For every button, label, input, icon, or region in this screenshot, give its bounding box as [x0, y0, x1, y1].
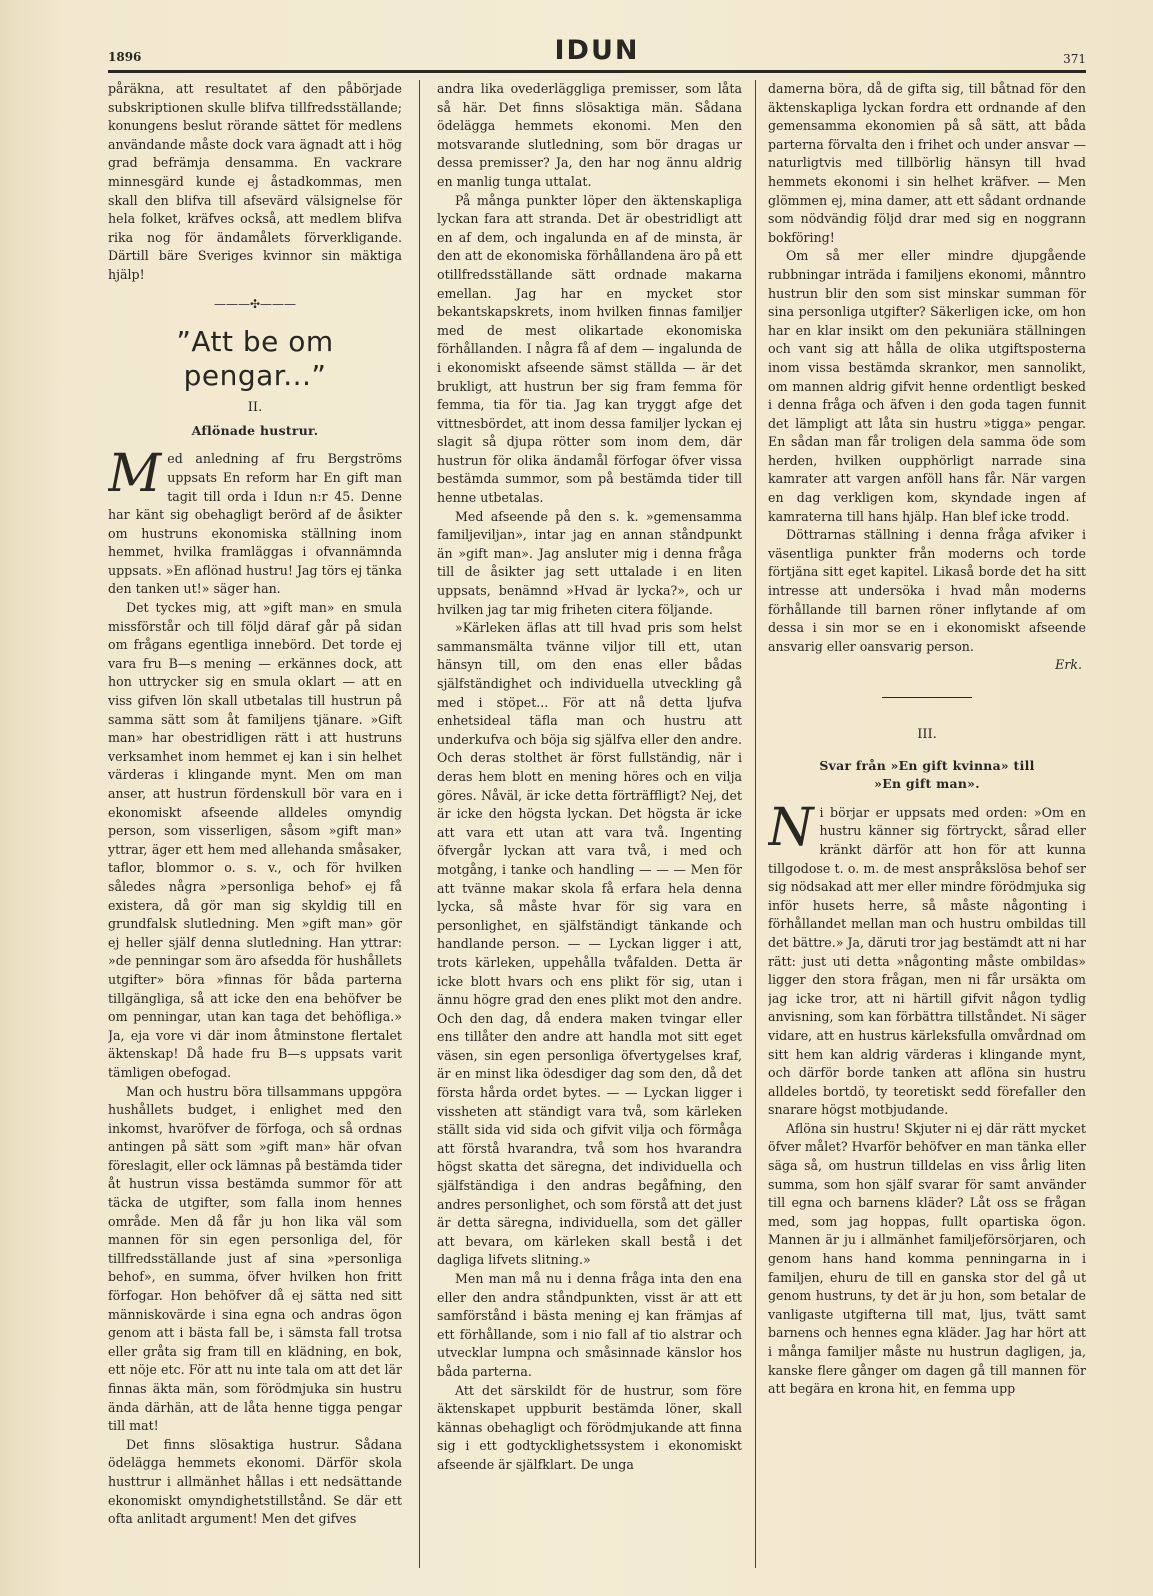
paragraph: Det tyckes mig, att »gift man» en smula missförstår och till följd däraf går på sidan om frågans egentliga innebörd. Det torde ej vara fru B—s mening — erkännes dock, att hon uttrycker sig en smula oklart — att en viss gifven lön skall utbetalas till hustrun på samma sätt som åt familjens tjänare. »Gift man» har obestridligen rätt i att hustruns verksamhet inom hemmet ej kan i sin helhet värderas i klingande mynt. Men om man anser, att hustrun fördenskull bör vara en i ekonomiskt afseende alldeles omyndig person, som visserligen, såsom »gift man» yttrar, äger ett hem med allehanda småsaker, taflor, blommor o. s. v., och för hvilken således några »personliga behof» ej få existera, då gör man sig skyldig till en grundfalsk slutledning. Men »gift man» gör ej heller själf denna slutledning. Han yttrar: »de penningar som äro afsedda för hushållets utgifter» böra »finnas för båda parterna tillgängliga, så att icke den ena behöfver be om penningar, utan kan taga det behöfliga.» Ja, eja vore vi där inom åtminstone flertalet äktenskap! Då hade fru B—s uppsats varit tämligen obefogad.: [108, 600, 402, 1080]
header-year: 1896: [108, 50, 142, 64]
paragraph: »Kärleken äflas att till hvad pris som helst sammansmälta tvänne viljor till ett, utan hänsyn till, om den enas eller bådas själfständighet och individuella utveckling gå med i stöpet... För att nå detta ljufva enhetsideal täfla man och hustru att underkufva och böja sig själfva eller den andre. Och deras stolthet är först fullständig, när i deras hem blott en mening höres och en vilja göres. Nåväl, är icke detta förträffligt? Nej, det är icke den högsta lyckan. Det högsta är icke att vara ett utan att vara två. Ingenting öfvergår lyckan att vara två, i med och motgång, i tanke och handling — — — Men för att tvänne makar skola få erfara hela denna lycka, så måste hvar för sig vara en personlighet, en själfständigt tänkande och handlande person. — — Lyckan ligger i att, trots kärleken, uppehålla tvåfalden. Detta är icke blott hvars och ens plikt för sig, utan i ännu högre grad den enes plikt mot den andre. Och den dag, då endera maken tvingar eller ens tillåter den andre att handla mot sitt eget väsen, sin egen personliga öfvertygelses kraf, är en minst lika ödesdiger dag som den, då det första hårda ordet bytes. — — Lyckan ligger i vissheten att ständigt vara två, som kärleken ställt sida vid sida och gifvit vilja och förmåga att förstå hvarandra, två som hos hvarandra högst skatta det säregna, det individuella och själfständiga i den andras begåfning, den andres personlighet, och som förstå att det just är detta säregna, individuella, som det gäller att bevara, om kärleken skall bestå i det dagliga lifvets slitning.»: [437, 620, 742, 1268]
author-signature: Erk.: [1055, 657, 1082, 673]
paragraph: damerna böra, då de gifta sig, till båtnad för den äktenskapliga lyckan fordra ett ordnande af den gemensamma ekonomien på så sätt, att båda parterna förvalta den i frihet och under ansvar — naturligtvis med tillbörlig hänsyn till hvad hemmets ekonomi i sin helhet kräfver. — Men glömmen ej, mina damer, att ett sådant ordnande som nödvändig följd drar med sig en noggrann bokföring!: [768, 81, 1086, 245]
column-2: [437, 80, 742, 1570]
page-header: [108, 30, 1086, 70]
column-divider-2: [755, 80, 756, 1568]
paragraph: På många punkter löper den äktenskapliga lyckan fara att stranda. Det är obestridligt att en af dem, och ingalunda en af de minsta, är den att de ekonomiska förhållandena äro på ett otillfredsställande sätt ordnade makarna emellan. Jag har en mycket stor bekantskapskrets, inom hvilken finnas familjer med de mest olikartade ekonomiska förhållanden. I några få af dem — ingalunda de i ekonomiskt afseende sämst ställda — är det brukligt, att hustrun ber sig fram femma för femma, tia för tia. Jag kan tryggt afge det vittnesbördet, att inom dessa familjer lyckan ej slagit så djupa rötter som inom dem, där hustrun för olika ändamål förfogar öfver vissa bestämda summor, som på bestämda tider till henne utbetalas.: [437, 192, 742, 506]
part-three-subtitle-line2: »En gift man».: [874, 776, 980, 792]
column-1: [108, 80, 402, 1570]
paragraph: i börjar er uppsats med orden: »Om en hustru känner sig förtryckt, sårad eller kränkt därför att hon för att kunna tillgodose t. o. m. de mest anspråkslösa behof ser sig nödsakad att mer eller mindre förödmjuka sig inför husets herre, så måste någonting i förhållandet mellan man och hustru ombildas till det bättre.» Ja, däruti tror jag bestämdt att ni har rätt: just uti detta »någonting måste ombildas» ligger den stora frågan, men ni får ursäkta om jag icke tror, att ni härtill gifvit någon tydlig anvisning, som kan förbättra tillståndet. Ni säger vidare, att en hustrus kärleksfulla omvårdnad om sitt hem kan aldrig värderas i klingande mynt, och därför borde tanken att aflöna sin hustru alldeles bortdö, ty teoretiskt sedd förefaller den snarare högst motbjudande.: [768, 804, 1086, 1118]
column-divider-1: [419, 80, 420, 1568]
paragraph: Det finns slösaktiga hustrur. Sådana ödelägga hemmets ekonomi. Därför skola husttrur i allmänhet hållas i ett nedsättande ekonomiskt omyndighetstillstånd. Se där ett ofta anlitadt argument! Men det gifves: [108, 1436, 402, 1527]
paragraph: Med afseende på den s. k. »gemensamma familjeviljan», intar jag en annan ståndpunkt än »gift man». Jag ansluter mig i denna fråga till de åsikter jag sett uttalade i en liten uppsats, benämnd »Hvad är lycka?», och ur hvilken jag tar mig friheten citera följande.: [437, 508, 742, 617]
part-two-numeral: II.: [247, 400, 263, 416]
previous-article-ending: påräkna, att resultatet af den påbörjade subskriptionen skulle blifva tillfredsställande; konungens beslut rörande sättet för medlens användande måste dock vara ägnadt att i hög grad befrämja densamma. En vackrare minnesgärd kunde ej åstadkommas, men skall den blifva till afsevärd välsignelse för hela folket, kräfves också, att medlem blifva rika nog för ändamålets förverkligande. Därtill bäre Sveriges kvinnor sin mäktiga hjälp!: [108, 81, 402, 282]
part-three-subtitle-line1: Svar från »En gift kvinna» till: [819, 757, 1035, 773]
header-rule: [108, 70, 1086, 73]
article-title: ”Att be om pengar...”: [176, 325, 334, 393]
paragraph: Döttrarnas ställning i denna fråga afviker i väsentliga punkter från moderns och torde förtjäna sitt eget kapitel. Likaså borde det ha sitt intresse att undersöka i hvad mån moderns förhållande till barnen röner inflytande af om dessa i sin mor se en i ekonomiskt afseende ansvarig eller oansvarig person.: [768, 527, 1086, 654]
header-title: IDUN: [554, 35, 640, 66]
paragraph: ed anledning af fru Bergströms uppsats En reform har En gift man tagit till orda i Idun n:r 45. Denne har känt sig obehagligt berörd af de åsikter om hustruns ekonomiska ställning inom hemmet, hvilka framläggas i ofvannämnda uppsats. »En aflönad hustru! Jag törs ej tänka den tanken ut!» säger han.: [108, 451, 402, 597]
ornament-divider: ———✣———: [213, 296, 297, 311]
drop-cap-n: N: [768, 797, 814, 858]
paragraph: andra lika ovederläggliga premisser, som låta så här. Det finns slösaktiga män. Sådana ödelägga hemmets ekonomi. Men den motsvarande slutledning, som bör dragas ur dessa premisser? Ja, den har nog ännu aldrig en manlig tunga uttalat.: [437, 81, 742, 189]
paragraph: Om så mer eller mindre djupgående rubbningar inträda i familjens ekonomi, månntro hustrun blir den som sist minskar summan för sina personliga utgifter? Säkerligen icke, om hon har en klar insikt om den pekuniära ställningen och vant sig att hålla de olika utgiftsposterna inom vissa bestämda skrankor, men sannolikt, om mannen aldrig gifvit henne ordentligt besked i denna fråga och äfven i den goda tagen funnit det lämpligt att låta sin hustru »tigga» pengar. En sådan man får troligen dela samma öde som herden, hvilken oupphörligt narrade sina kamrater att vargen anföll hans får. När vargen en dag verkligen kom, skyndade ingen af kamraterna till hans hjälp. Han blef icke trodd.: [768, 248, 1086, 524]
part-three-numeral: III.: [917, 727, 937, 742]
paragraph: Aflöna sin hustru! Skjuter ni ej där rätt mycket öfver målet? Hvarför behöfver en man tänka eller säga så, om hustrun tilldelas en viss årlig liten summa, som hon själf svarar för samt använder till egna och barnens kläder? Låt oss se frågan med, som jag hoppas, fullt opartiska ögon. Mannen är ju i allmänhet familjeförsörjaren, och genom hans hand komma penningarna in i familjen, ehuru de till en ganska stor del gå ut genom hustruns, ty det är ju hon, som betalar de vanligaste utgifterna till mat, ljus, tvätt samt barnens och hennes egna kläder. Jag har hört att i många familjer måste nu hustrun dagligen, ja, kanske flere gånger om dagen gå till mannen för att begära en krona hit, en femma upp: [768, 1120, 1086, 1397]
paragraph: Man och hustru böra tillsammans uppgöra hushållets budget, i enlighet med den inkomst, hvaröfver de förfoga, och så ordnas antingen på sätt som »gift man» här ofvan föreslagit, eller ock lämnas på bestämda tider åt hustrun vissa bestämda summor för att täcka de utgifter, som falla inom hennes område. Men då får ju hon lika väl som mannen för sin egen personliga del, för tillfredsställande just af sina »personliga behof», en summa, öfver hvilken hon fritt förfogar. Hon behöfver då ej sätta ned sitt människovärde i sina egna och andras ögon genom att i bästa fall be, i sämsta fall trotsa eller gråta sig fram till en klädning, en bok, ett nöje etc. För att nu inte tala om att det lär finnas äkta män, som förödmjuka sin hustru ända därhän, att de låta henne tigga pengar till mat!: [108, 1083, 402, 1434]
drop-cap-m: M: [108, 444, 162, 505]
part-three-subtitle: [768, 757, 1086, 794]
part-two-subtitle: Aflönade hustrur.: [191, 422, 319, 438]
paragraph: Att det särskildt för de hustrur, som före äktenskapet uppburit bestämda löner, skall kännas obehagligt och förödmjukande att finna sig i ett godtycklighetssystem i ekonomiskt afseende är själfklart. De unga: [437, 1382, 742, 1472]
header-page-number: 371: [1063, 52, 1086, 66]
section-separator: [882, 697, 972, 698]
paragraph: Men man må nu i denna fråga inta den ena eller den andra ståndpunkten, visst är att ett samförstånd i bästa mening ej kan främjas af ett förhållande, som i nio fall af tio alstrar och utvecklar lumpna och småsinnade känslor hos båda parterna.: [437, 1271, 742, 1379]
column-3: [768, 80, 1086, 1570]
